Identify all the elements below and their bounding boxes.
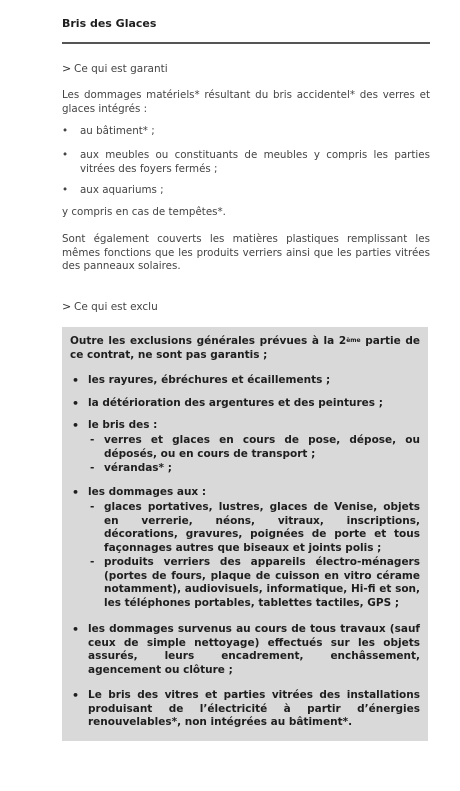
bullet-icon: • — [62, 149, 69, 161]
exclusions-intro-superscript: ème — [346, 337, 361, 344]
guaranteed-item-text: aux aquariums ; — [80, 184, 164, 196]
exclusions-intro — [70, 335, 420, 362]
storm-note: y compris en cas de tempêtes*. — [62, 206, 226, 218]
exclusion-item-silvering: la détérioration des argentures et des peintures ; — [88, 397, 383, 409]
dash-icon: - — [90, 556, 95, 568]
page-title: Bris des Glaces — [62, 17, 157, 30]
bullet-icon: • — [62, 125, 69, 137]
bullet-icon: • — [72, 419, 80, 432]
guaranteed-intro: Les dommages matériels* résultant du bris accidentel* des verres et glaces intégrés : — [62, 89, 430, 115]
guaranteed-heading-label: Ce qui est garanti — [74, 63, 168, 75]
exclusion-item-breakage: le bris des : — [88, 419, 158, 431]
also-covered-paragraph: Sont également couverts les matières plastiques remplissant les mêmes fonctions que les produits verriers ainsi que les parties vitrées des panneaux solaires. — [62, 233, 430, 272]
bullet-icon: • — [72, 486, 80, 499]
chevron-right-icon: > — [62, 62, 72, 75]
excluded-heading-label: Ce qui est exclu — [74, 301, 158, 313]
exclusion-item-damage: les dommages aux : — [88, 486, 207, 498]
exclusion-item-installations: Le bris des vitres et parties vitrées des installations produisant de l’électricité à partir d’énergies renouvelables*, non intégrées au bâtiment*. — [88, 689, 420, 729]
section-heading-excluded — [62, 300, 158, 313]
section-heading-guaranteed — [62, 62, 168, 75]
damage-sub-item: produits verriers des appareils électro-ménagers (portes de fours, plaque de cuisson en vitro cérame notamment), audiovisuels, informatique, Hi-fi et son, les téléphones portables, tablettes tactiles, GPS ; — [104, 556, 420, 609]
dash-icon: - — [90, 434, 95, 446]
exclusions-intro-end: partie de ce contrat, ne sont pas garantis ; — [70, 335, 421, 361]
guaranteed-item-text: au bâtiment* ; — [80, 125, 155, 137]
guaranteed-list-item — [62, 149, 430, 176]
breakage-sub-item: vérandas* ; — [104, 462, 172, 474]
title-divider — [62, 42, 430, 44]
damage-sub-item: glaces portatives, lustres, glaces de Venise, objets en verrerie, néons, vitraux, inscriptions, décorations, gravures, poignées de porte et tous façonnages autres que biseaux et joints polis ; — [104, 501, 420, 554]
bullet-icon: • — [72, 397, 80, 410]
guaranteed-list-item — [62, 125, 430, 139]
exclusions-intro-start: Outre les exclusions générales prévues à la 2 — [70, 335, 347, 347]
breakage-sub-item: verres et glaces en cours de pose, dépose, ou déposés, ou en cours de transport ; — [104, 434, 420, 460]
dash-icon: - — [90, 501, 95, 513]
exclusion-item-works: les dommages survenus au cours de tous travaux (sauf ceux de simple nettoyage) effectués sur les objets assurés, leurs encadrement, enchâssement, agencement ou clôture ; — [88, 623, 420, 676]
bullet-icon: • — [72, 374, 80, 387]
bullet-icon: • — [62, 184, 69, 196]
exclusion-item-scratches: les rayures, ébréchures et écaillements ; — [88, 374, 331, 386]
bullet-icon: • — [72, 623, 80, 636]
chevron-right-icon: > — [62, 300, 72, 313]
dash-icon: - — [90, 462, 95, 474]
guaranteed-list-item — [62, 184, 430, 198]
bullet-icon: • — [72, 689, 80, 702]
guaranteed-item-text: aux meubles ou constituants de meubles y compris les parties vitrées des foyers fermés ; — [80, 149, 430, 175]
